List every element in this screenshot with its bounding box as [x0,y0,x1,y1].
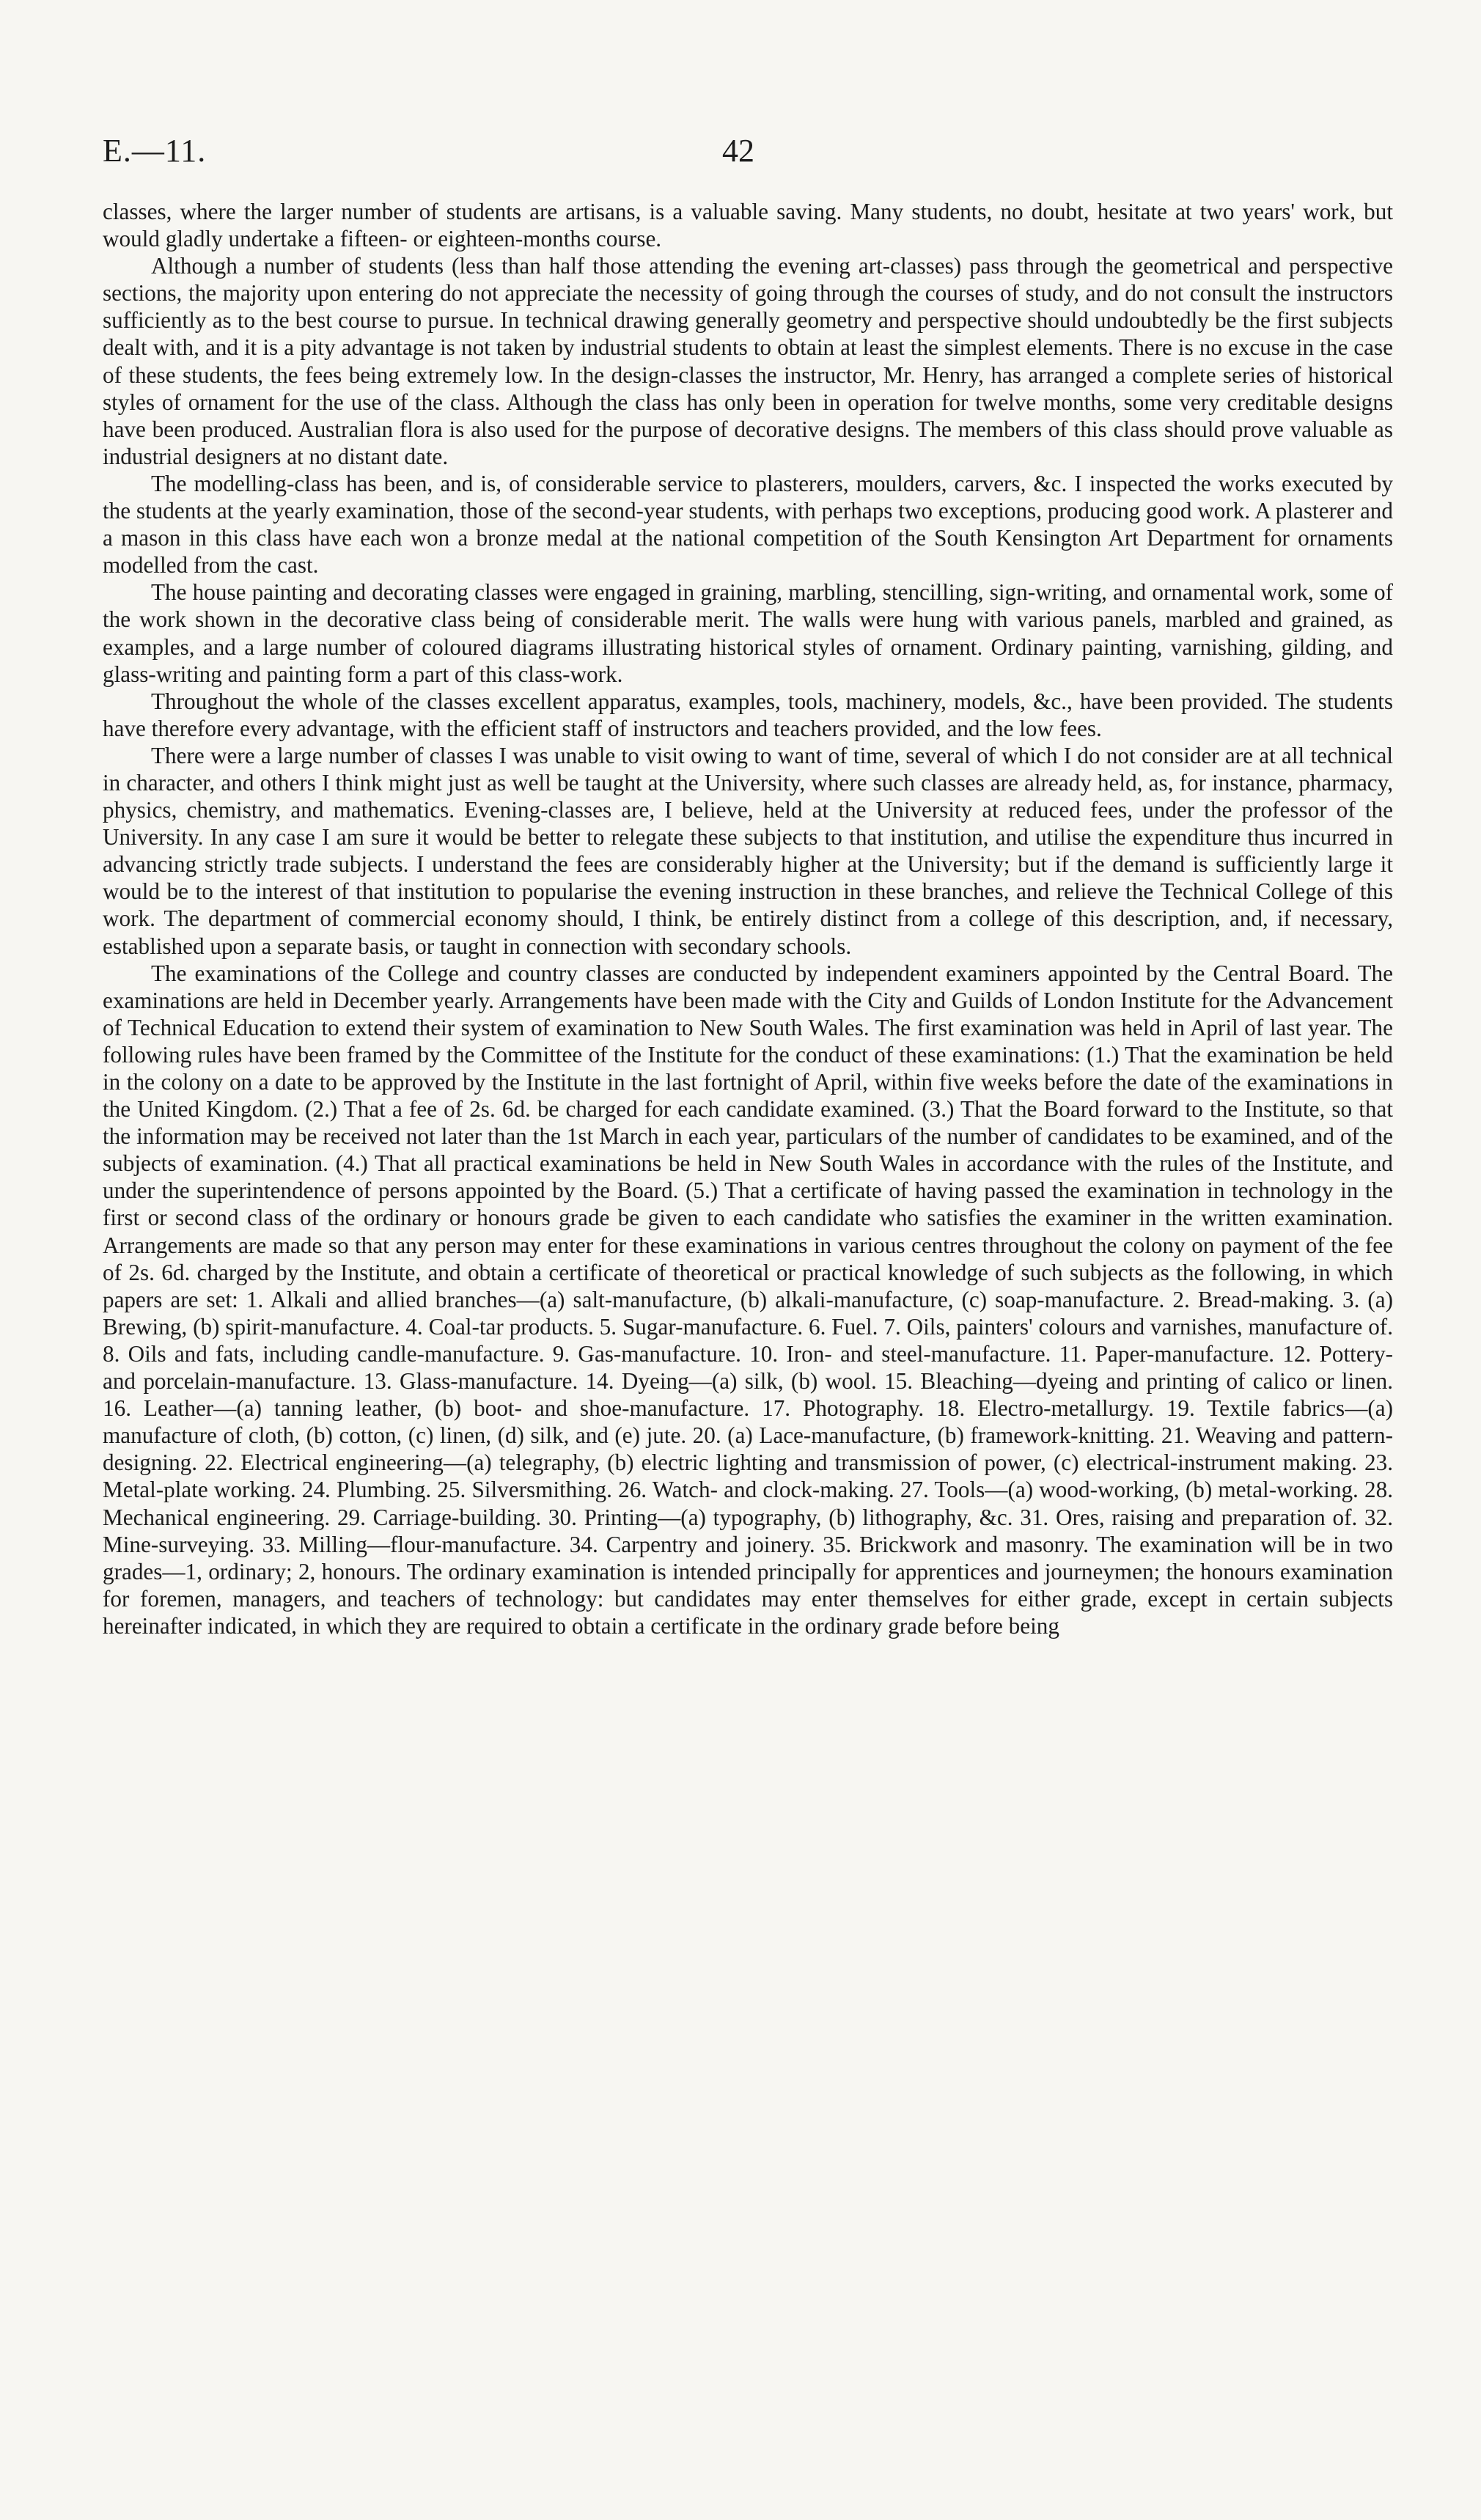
paragraph-unvisited-classes: There were a large number of classes I was unable to visit owing to want of time, several of which I do not consider are at all technical in character, and others I think might just as well be taught at the University, where such classes are already held, as, for instance, pharmacy, physics, chemistry, and mathematics. Evening-classes are, I believe, held at the University at reduced fees, under the professor of the University. In any case I am sure it would be better to relegate these subjects to that institution, and utilise the expenditure thus incurred in advancing strictly trade subjects. I understand the fees are considerably higher at the University; but if the demand is sufficiently large it would be to the interest of that institution to popularise the evening instruction in these branches, and relieve the Technical College of this work. The department of commercial economy should, I think, be entirely distinct from a college of this description, and, if necessary, established upon a separate basis, or taught in connection with secondary schools. [103,742,1393,959]
document-reference: E.—11. [103,133,207,169]
paragraph-apparatus: Throughout the whole of the classes excellent apparatus, examples, tools, machinery, models, &c., have been provided. The students have therefore every advantage, with the efficient staff of instructors and teachers provided, and the low fees. [103,688,1393,741]
page-number: 42 [722,133,754,169]
paragraph-house-painting: The house painting and decorating classes were engaged in graining, marbling, stencilling, sign-writing, and ornamental work, some of the work shown in the decorative class being of considerable merit. The walls were hung with various panels, marbled and grained, as examples, and a large number of coloured diagrams illustrating historical styles of ornament. Ordinary painting, varnishing, gilding, and glass-writing and painting form a part of this class-work. [103,579,1393,687]
paragraph-geometry-perspective: Although a number of students (less than half those attending the evening art-classes) pass through the geometrical and perspective sections, the majority upon entering do not appreciate the necessity of going through the courses of study, and do not consult the instructors sufficiently as to the best course to pursue. In technical drawing generally geometry and perspective should undoubtedly be the first subjects dealt with, and it is a pity advantage is not taken by industrial students to obtain at least the simplest elements. There is no excuse in the case of these students, the fees being extremely low. In the design-classes the instructor, Mr. Henry, has arranged a complete series of historical styles of ornament for the use of the class. Although the class has only been in operation for twelve months, some very creditable designs have been produced. Australian flora is also used for the purpose of decorative designs. The members of this class should prove valuable as industrial designers at no distant date. [103,253,1393,469]
body-text [103,198,1393,1639]
page-header [103,132,1393,176]
paragraph-examinations: The examinations of the College and country classes are conducted by independent examiners appointed by the Central Board. The examinations are held in December yearly. Arrangements have been made with the City and Guilds of London Institute for the Advancement of Technical Education to extend their system of examination to New South Wales. The first examination was held in April of last year. The following rules have been framed by the Committee of the Institute for the conduct of these examinations: (1.) That the examination be held in the colony on a date to be approved by the Institute in the last fortnight of April, within five weeks before the date of the examinations in the United Kingdom. (2.) That a fee of 2s. 6d. be charged for each candidate examined. (3.) That the Board forward to the Institute, so that the information may be received not later than the 1st March in each year, particulars of the number of candidates to be examined, and of the subjects of examination. (4.) That all practical examinations be held in New South Wales in accordance with the rules of the Institute, and under the superintendence of persons appointed by the Board. (5.) That a certificate of having passed the examination in technology in the first or second class of the ordinary or honours grade be given to each candidate who satisfies the examiner in the written examination. Arrangements are made so that any person may enter for these examinations in various centres throughout the colony on payment of the fee of 2s. 6d. charged by the Institute, and obtain a certificate of theoretical or practical knowledge of such subjects as the following, in which papers are set: 1. Alkali and allied branches—(a) salt-manufacture, (b) alkali-manufacture, (c) soap-manufacture. 2. Bread-making. 3. (a) Brewing, (b) spirit-manufacture. 4. Coal-tar products. 5. Sugar-manufacture. 6. Fuel. 7. Oils, painters' colours and varnishes, manufacture of. 8. Oils and fats, including candle-manufacture. 9. Gas-manufacture. 10. Iron- and steel-manufacture. 11. Paper-manufacture. 12. Pottery- and porcelain-manufacture. 13. Glass-manufacture. 14. Dyeing—(a) silk, (b) wool. 15. Bleaching—dyeing and printing of calico or linen. 16. Leather—(a) tanning leather, (b) boot- and shoe-manufacture. 17. Photography. 18. Electro-metallurgy. 19. Textile fabrics—(a) manufacture of cloth, (b) cotton, (c) linen, (d) silk, and (e) jute. 20. (a) Lace-manufacture, (b) framework-knitting. 21. Weaving and pattern-designing. 22. Electrical engineering—(a) telegraphy, (b) electric lighting and transmission of power, (c) electrical-instrument making. 23. Metal-plate working. 24. Plumbing. 25. Silversmithing. 26. Watch- and clock-making. 27. Tools—(a) wood-working, (b) metal-working. 28. Mechanical engineering. 29. Carriage-building. 30. Printing—(a) typography, (b) lithography, &c. 31. Ores, raising and preparation of. 32. Mine-surveying. 33. Milling—flour-manufacture. 34. Carpentry and joinery. 35. Brickwork and masonry. The examination will be in two grades—1, ordinary; 2, honours. The ordinary examination is intended principally for apprentices and journeymen; the honours examination for foremen, managers, and teachers of technology: but candidates may enter themselves for either grade, except in certain subjects hereinafter indicated, in which they are required to obtain a certificate in the ordinary grade before being [103,960,1393,1639]
paragraph-modelling-class: The modelling-class has been, and is, of considerable service to plasterers, moulders, carvers, &c. I inspected the works executed by the students at the yearly examination, those of the second-year students, with perhaps two exceptions, producing good work. A plasterer and a mason in this class have each won a bronze medal at the national competition of the South Kensington Art Department for ornaments modelled from the cast. [103,470,1393,578]
paragraph-continued: classes, where the larger number of students are artisans, is a valuable saving. Many students, no doubt, hesitate at two years' work, but would gladly undertake a fifteen- or eighteen-months course. [103,199,1393,252]
